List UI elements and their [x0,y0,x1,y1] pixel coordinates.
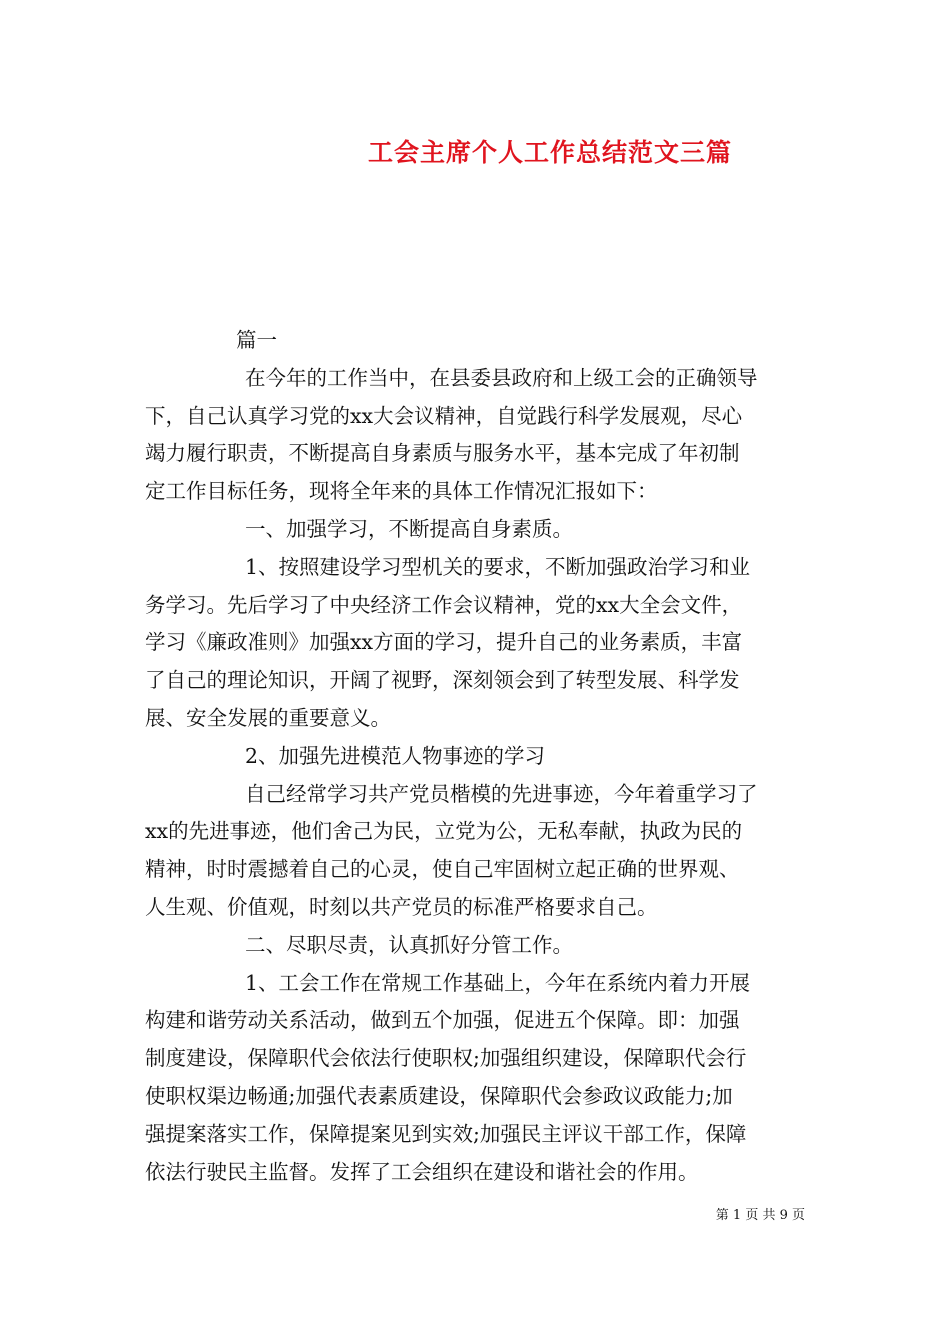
text-line: 使职权渠边畅通;加强代表素质建设，保障职代会参政议政能力;加 [145,1083,733,1108]
text-line: 人生观、价值观，时刻以共产党员的标准严格要求自己。 [145,894,658,919]
text-line: 精神，时时震撼着自己的心灵，使自己牢固树立起正确的世界观、 [145,857,740,882]
text-line: 1、工会工作在常规工作基础上，今年在系统内着力开展 [245,970,751,995]
text-line: 二、尽职尽责，认真抓好分管工作。 [245,932,573,957]
text-line: 务学习。先后学习了中央经济工作会议精神，党的xx大全会文件， [145,592,743,617]
text-line: 构建和谐劳动关系活动，做到五个加强，促进五个保障。即：加强 [145,1008,740,1033]
text-line: 制度建设，保障职代会依法行使职权;加强组织建设，保障职代会行 [145,1046,747,1071]
document-title: 工会主席个人工作总结范文三篇 [367,138,732,167]
text-line: 1、按照建设学习型机关的要求，不断加强政治学习和业 [245,554,751,579]
text-line: 竭力履行职责，不断提高自身素质与服务水平，基本完成了年初制 [145,441,740,466]
text-line: 2、加强先进模范人物事迹的学习 [245,743,546,768]
document-body [145,322,810,1191]
page-number: 第 1 页 共 9 页 [715,1208,805,1223]
text-line: 自己经常学习共产党员楷模的先进事迹，今年着重学习了 [245,781,758,806]
text-line: 学习《廉政准则》加强xx方面的学习，提升自己的业务素质，丰富 [145,630,743,655]
text-line: 了自己的理论知识，开阔了视野，深刻领会到了转型发展、科学发 [145,668,740,693]
text-line: 依法行驶民主监督。发挥了工会组织在建设和谐社会的作用。 [145,1159,699,1184]
text-line: 定工作目标任务，现将全年来的具体工作情况汇报如下： [145,479,658,504]
text-line: 一、加强学习，不断提高自身素质。 [245,516,573,541]
text-line: 下，自己认真学习党的xx大会议精神，自觉践行科学发展观，尽心 [145,403,743,428]
text-line: 篇一 [236,328,277,352]
text-line: xx的先进事迹，他们舍己为民，立党为公，无私奉献，执政为民的 [145,819,743,844]
text-line: 展、安全发展的重要意义。 [145,705,391,730]
text-line: 在今年的工作当中，在县委县政府和上级工会的正确领导 [245,365,758,390]
text-line: 强提案落实工作，保障提案见到实效;加强民主评议干部工作，保障 [145,1121,747,1146]
